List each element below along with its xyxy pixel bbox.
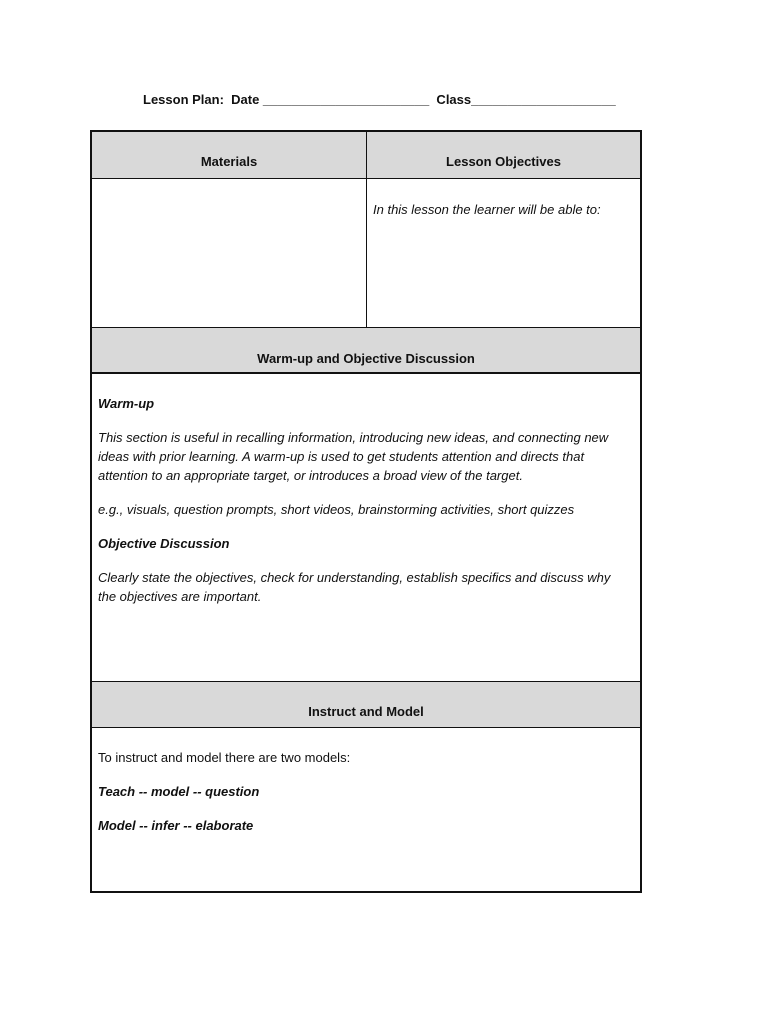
warmup-header-row: [92, 328, 640, 373]
warmup-section-header: Warm-up and Objective Discussion: [257, 351, 475, 366]
lesson-plan-table: [90, 130, 642, 893]
instruct-header-row: [92, 682, 640, 727]
column-divider: [366, 132, 367, 327]
objectives-header: Lesson Objectives: [446, 154, 561, 169]
page-title: Lesson Plan: Date _______________________ Class____________________: [143, 92, 616, 107]
materials-cell[interactable]: [102, 188, 362, 318]
objective-discussion-title: Objective Discussion: [98, 536, 230, 551]
warmup-body: This section is useful in recalling information, introducing new ideas, and connecting new ideas with prior learning. A warm-up is used to get students attention and directs that attention to an appropriate target, or introduces a broad view of the target.: [98, 430, 609, 483]
model-two: Model -- infer -- elaborate: [98, 818, 254, 833]
model-one: Teach -- model -- question: [98, 784, 260, 799]
warmup-examples: e.g., visuals, question prompts, short videos, brainstorming activities, short quizzes: [98, 502, 575, 517]
instruct-section-header: Instruct and Model: [308, 704, 424, 719]
objectives-text: In this lesson the learner will be able to:: [373, 202, 601, 217]
materials-header: Materials: [200, 154, 258, 169]
warmup-title: Warm-up: [98, 396, 155, 411]
divider: [92, 727, 640, 728]
divider: [92, 372, 640, 374]
objective-discussion-body: Clearly state the objectives, check for understanding, establish specifics and discuss why the objectives are important.: [98, 570, 611, 604]
instruct-intro: To instruct and model there are two models:: [98, 750, 351, 765]
